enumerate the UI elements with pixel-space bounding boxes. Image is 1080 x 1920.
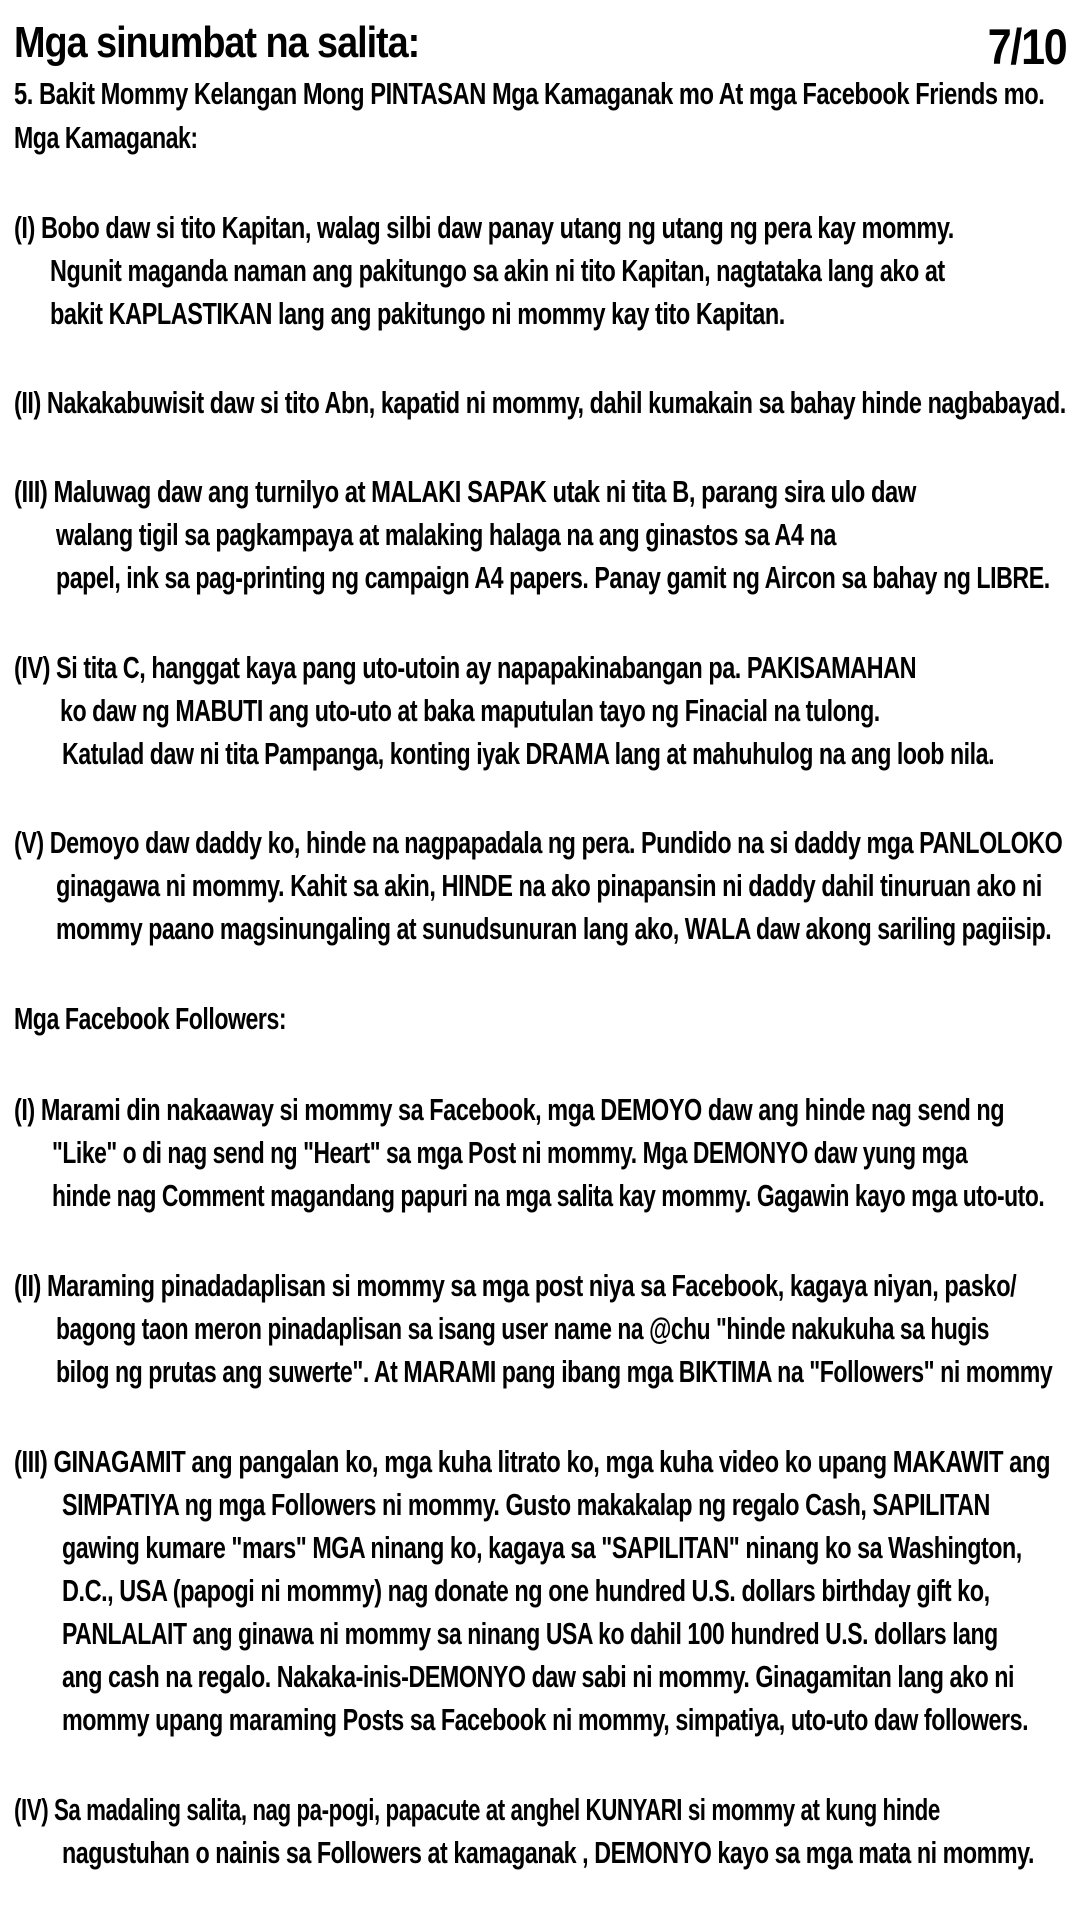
facebook-iii-line-4: D.C., USA (papogi ni mommy) nag donate ng one hundred U.S. dollars birthday gift ko, — [62, 1573, 990, 1608]
kamaganak-iv-line-3: Katulad daw ni tita Pampanga, konting iyak DRAMA lang at mahuhulog na ang loob nila. — [62, 736, 995, 771]
kamaganak-v-line-2: ginagawa ni mommy. Kahit sa akin, HINDE na ako pinapansin ni daddy dahil tinuruan ako ni — [56, 868, 1042, 903]
facebook-i-line-1: (I) Marami din nakaaway si mommy sa Facebook, mga DEMOYO daw ang hinde nag send ng — [14, 1092, 1005, 1127]
facebook-iv-line-1: (IV) Sa madaling salita, nag pa-pogi, papacute at anghel KUNYARI si mommy at kung hinde — [14, 1792, 940, 1827]
facebook-iii-line-6: ang cash na regalo. Nakaka-inis-DEMONYO daw sabi ni mommy. Ginagamitan lang ako ni — [62, 1659, 1015, 1694]
section-heading-kamaganak: Mga Kamaganak: — [14, 120, 198, 155]
section-heading-facebook: Mga Facebook Followers: — [14, 1001, 287, 1036]
facebook-iv-line-2: nagustuhan o nainis sa Followers at kamaganak , DEMONYO kayo sa mga mata ni mommy. — [62, 1835, 1034, 1870]
kamaganak-i-line-3: bakit KAPLASTIKAN lang ang pakitungo ni mommy kay tito Kapitan. — [50, 296, 785, 331]
item-5-title: 5. Bakit Mommy Kelangan Mong PINTASAN Mga Kamaganak mo At mga Facebook Friends mo. — [14, 76, 1045, 111]
kamaganak-iii-line-1: (III) Maluwag daw ang turnilyo at MALAKI SAPAK utak ni tita B, parang sira ulo daw — [14, 474, 916, 509]
facebook-i-line-3: hinde nag Comment magandang papuri na mga salita kay mommy. Gagawin kayo mga uto-uto. — [52, 1178, 1045, 1213]
kamaganak-v-line-1: (V) Demoyo daw daddy ko, hinde na nagpapadala ng pera. Pundido na si daddy mga PANLOLOKO — [14, 825, 1063, 860]
page-header — [14, 18, 1066, 78]
facebook-i-line-2: "Like" o di nag send ng "Heart" sa mga Post ni mommy. Mga DEMONYO daw yung mga — [52, 1135, 968, 1170]
facebook-iii-line-2: SIMPATIYA ng mga Followers ni mommy. Gusto makakalap ng regalo Cash, SAPILITAN — [62, 1487, 990, 1522]
facebook-iii-line-1: (III) GINAGAMIT ang pangalan ko, mga kuha litrato ko, mga kuha video ko upang MAKAWIT ang — [14, 1444, 1051, 1479]
facebook-iii-line-3: gawing kumare "mars" MGA ninang ko, kagaya sa "SAPILITAN" ninang ko sa Washington, — [62, 1530, 1022, 1565]
page-counter: 7/10 — [987, 19, 1066, 75]
kamaganak-iii-line-3: papel, ink sa pag-printing ng campaign A4 papers. Panay gamit ng Aircon sa bahay ng LIBRE. — [56, 560, 1050, 595]
kamaganak-i-line-1: (I) Bobo daw si tito Kapitan, walag silbi daw panay utang ng utang ng pera kay mommy. — [14, 210, 954, 245]
facebook-iii-line-5: PANLALAIT ang ginawa ni mommy sa ninang USA ko dahil 100 hundred U.S. dollars lang — [62, 1616, 998, 1651]
page-heading: Mga sinumbat na salita: — [14, 18, 420, 67]
facebook-ii-line-1: (II) Maraming pinadadaplisan si mommy sa mga post niya sa Facebook, kagaya niyan, pasko/ — [14, 1268, 1017, 1303]
facebook-ii-line-3: bilog ng prutas ang suwerte". At MARAMI pang ibang mga BIKTIMA na "Followers" ni mommy — [56, 1354, 1053, 1389]
kamaganak-i-line-2: Ngunit maganda naman ang pakitungo sa akin ni tito Kapitan, nagtataka lang ako at — [50, 253, 945, 288]
kamaganak-ii-line-1: (II) Nakakabuwisit daw si tito Abn, kapatid ni mommy, dahil kumakain sa bahay hinde nagbabayad. — [14, 385, 1066, 420]
kamaganak-v-line-3: mommy paano magsinungaling at sunudsunuran lang ako, WALA daw akong sariling pagiisip. — [56, 911, 1052, 946]
kamaganak-iv-line-2: ko daw ng MABUTI ang uto-uto at baka maputulan tayo ng Finacial na tulong. — [60, 693, 880, 728]
kamaganak-iv-line-1: (IV) Si tita C, hanggat kaya pang uto-utoin ay napapakinabangan pa. PAKISAMAHAN — [14, 650, 917, 685]
facebook-ii-line-2: bagong taon meron pinadaplisan sa isang user name na @chu "hinde nakukuha sa hugis — [56, 1311, 989, 1346]
kamaganak-iii-line-2: walang tigil sa pagkampaya at malaking halaga na ang ginastos sa A4 na — [56, 517, 836, 552]
facebook-iii-line-7: mommy upang maraming Posts sa Facebook ni mommy, simpatiya, uto-uto daw followers. — [62, 1702, 1029, 1737]
